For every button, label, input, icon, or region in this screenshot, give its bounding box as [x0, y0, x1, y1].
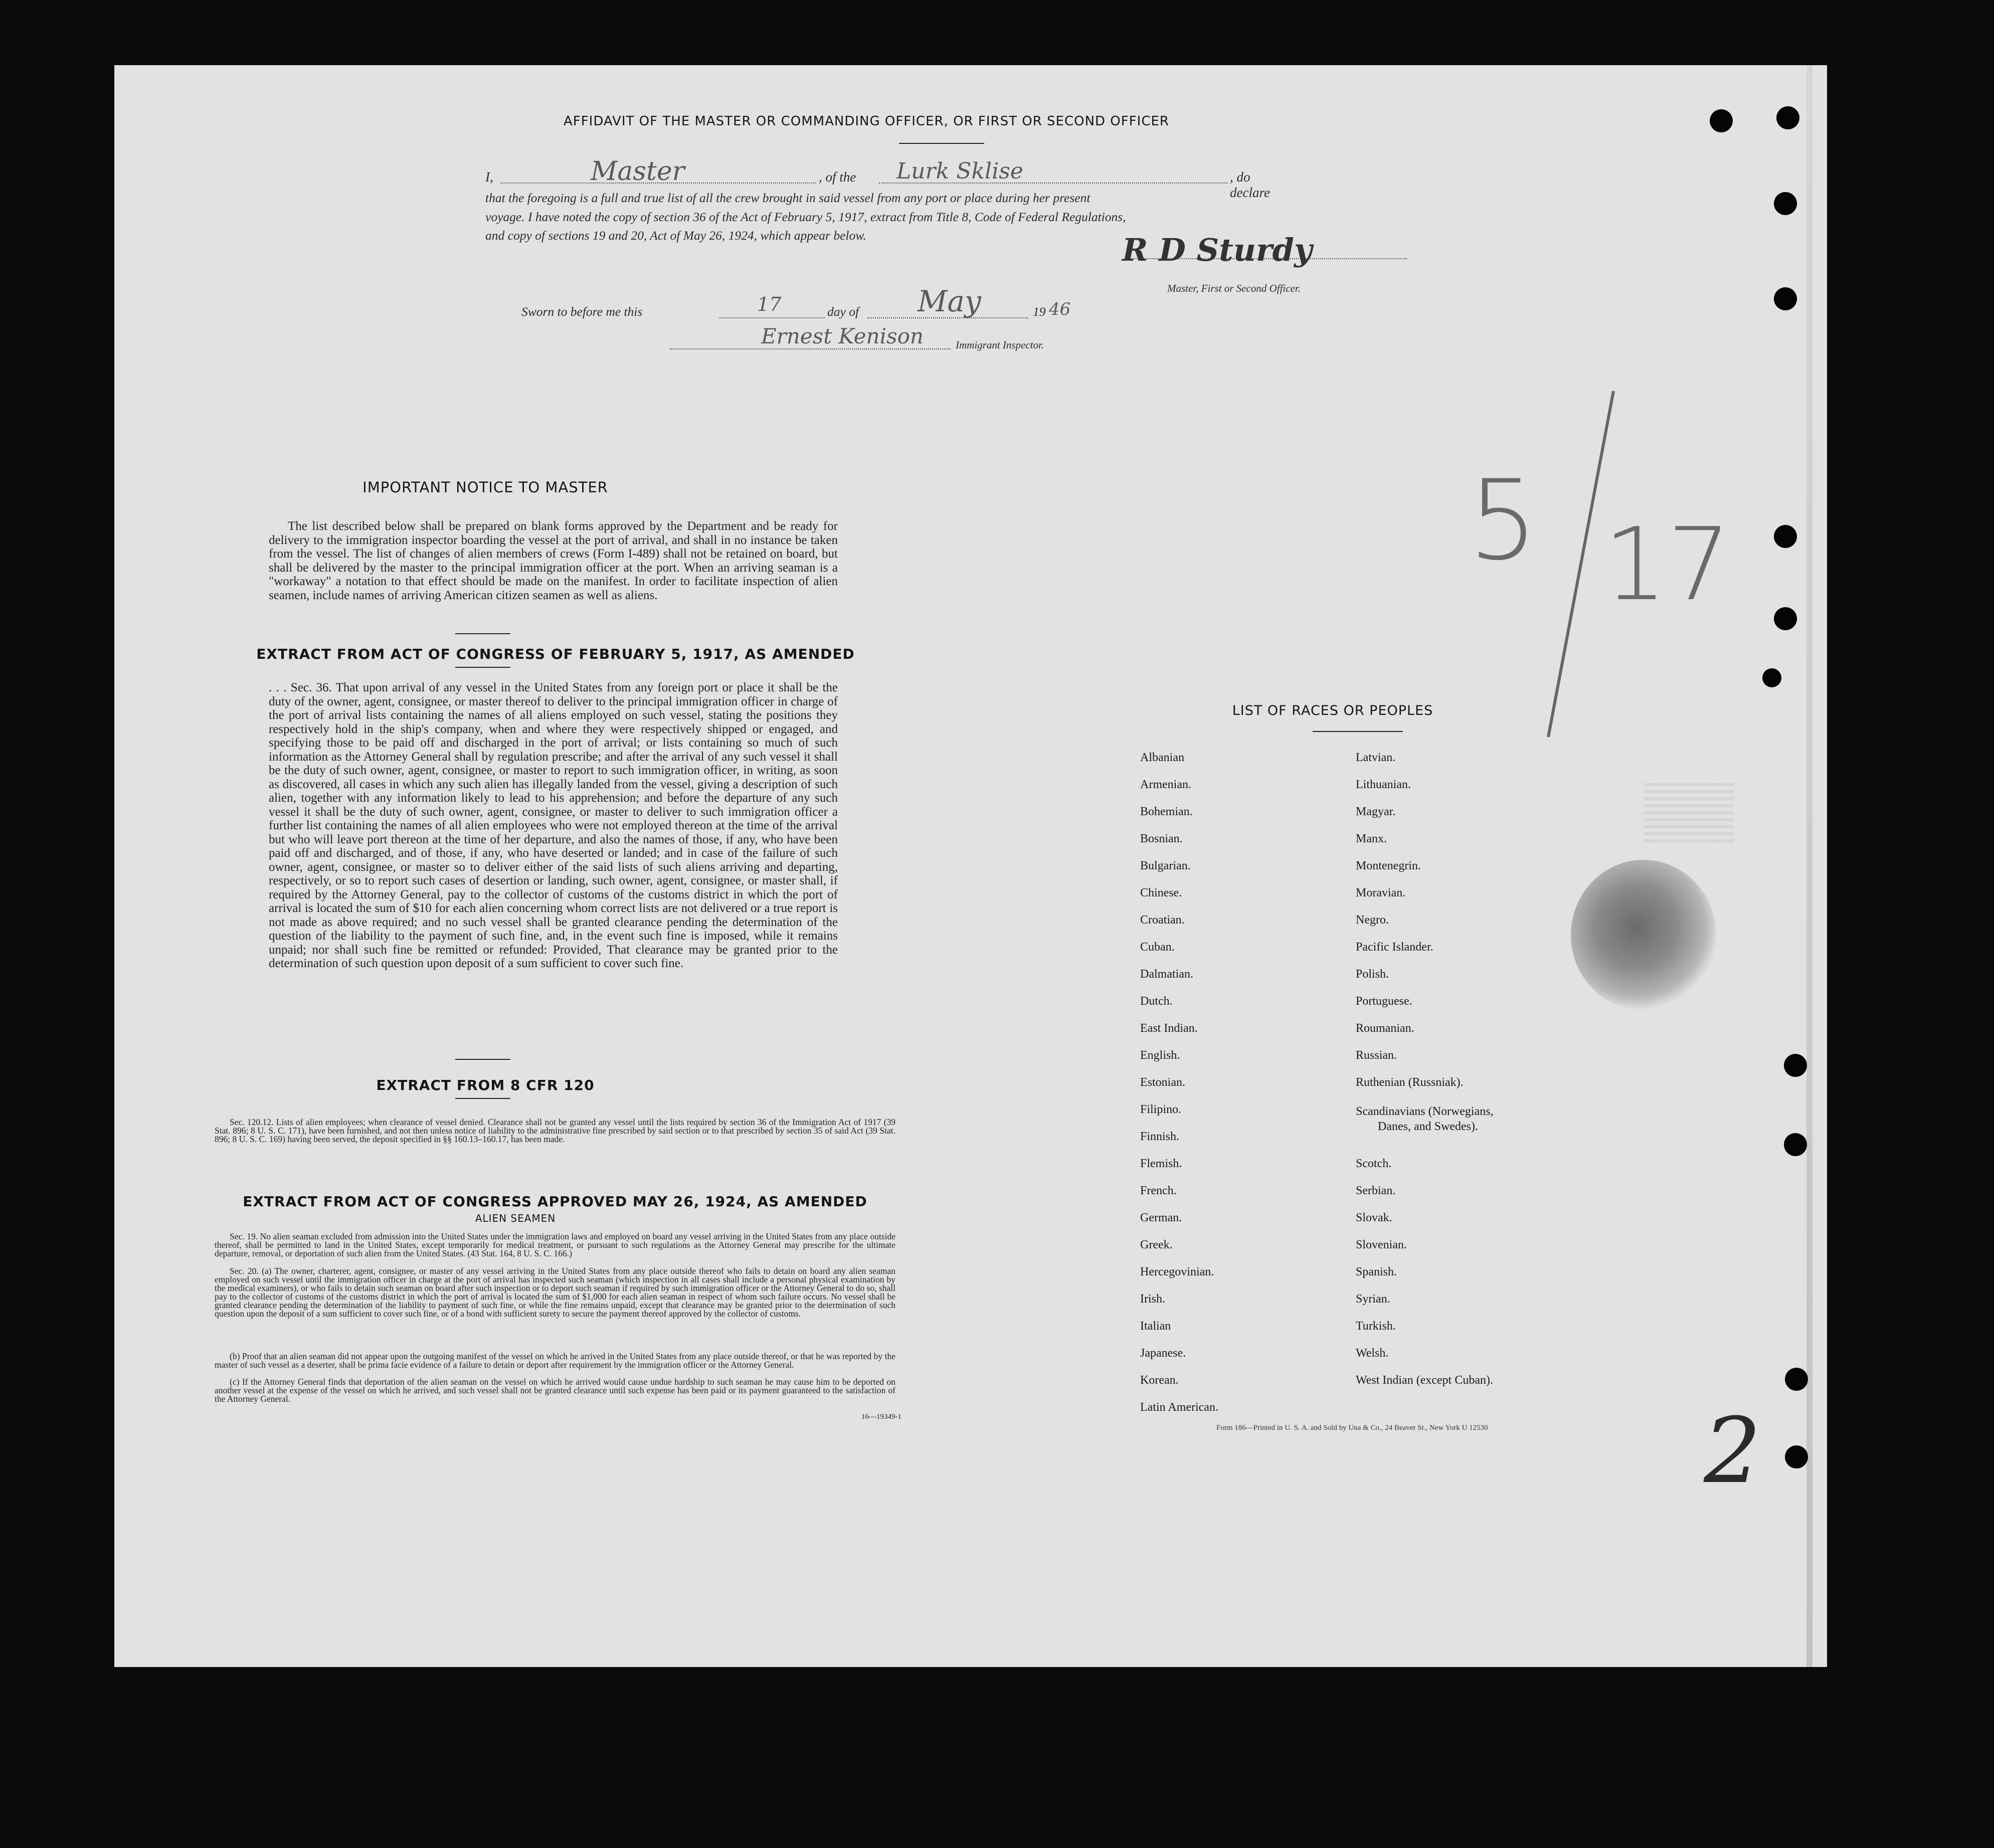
year-label: 19: [1033, 304, 1046, 319]
of-the-label: , of the: [819, 169, 856, 184]
affidavit-line-3: voyage. I have noted the copy of section 36 of the Act of February 5, 1917, extract from Title 8, Code of Federal Regulations,: [485, 210, 1126, 224]
race-item-left: Albanian: [1140, 751, 1184, 764]
name-written: Master: [591, 156, 685, 187]
race-item-left: Korean.: [1140, 1374, 1179, 1387]
punch-hole: [1774, 192, 1797, 215]
race-item-right: Pacific Islander.: [1356, 941, 1433, 954]
date-mark-17: 17: [1603, 506, 1731, 623]
right-edge-mark: [1806, 65, 1812, 1667]
extract-1924-sec20a: Sec. 20. (a) The owner, charterer, agent, consignee, or master of any vessel arriving in the United States from any place outside thereof who fails to detain on board any alien seaman employed on such vessel until the immigration officer in charge at the port of arrival has inspected such seaman (which inspection in all cases shall include a personal physical examination by the medical examiners), or who fails to detain such seaman on board after such inspection or to deport such seaman if required by such immigration officer or the Attorney General to do so, shall pay to the collector of customs of the customs district in which the port of arrival is located the sum of $1,000 for each alien seaman in respect of whom such failure occurs. No vessel shall be granted clearance pending the determination of the liability to payment of such fine, or while the fine remains unpaid, except that clearance may be granted prior to the determination of such question upon the deposit of a sum sufficient to cover such fine, or of a bond with sufficient surety to secure the payment thereof approved by the collector of customs.: [215, 1266, 895, 1319]
race-item-left: Cuban.: [1140, 941, 1175, 954]
race-item-right: Slovenian.: [1356, 1238, 1407, 1251]
race-item-right: Moravian.: [1356, 886, 1406, 899]
race-item-right: Welsh.: [1356, 1347, 1389, 1360]
race-item-right: Latvian.: [1356, 751, 1396, 764]
page-number: 2: [1704, 1399, 1761, 1504]
inspector-caption: Immigrant Inspector.: [956, 339, 1044, 351]
extract-cfr-text: Sec. 120.12. Lists of alien employees; when clearance of vessel denied. Clearance shall not be granted any vessel until the lists required by section 36 of the Immigration Act of 1917 (39 Stat. 896; 8 U. S. C. 171), have been furnished, and not then unless notice of liability to the administrative fine prescribed by said section or to that prescribed by section 35 of said Act (39 Stat. 896; 8 U. S. C. 169) having been served, the deposit specified in §§ 160.13–160.17, has been made.: [215, 1117, 895, 1144]
extract-cfr-title: EXTRACT FROM 8 CFR 120: [376, 1077, 595, 1093]
race-item-right: Magyar.: [1356, 805, 1396, 818]
master-signature: R D Sturdy: [1122, 232, 1312, 268]
extract-cfr-rule: [455, 1098, 510, 1099]
race-item-right: Serbian.: [1356, 1184, 1396, 1197]
race-item-left: Estonian.: [1140, 1076, 1185, 1089]
do-declare-label: , do declare: [1230, 169, 1270, 200]
extract-1917-title: EXTRACT FROM ACT OF CONGRESS OF FEBRUARY 5, 1917, AS AMENDED: [256, 646, 855, 662]
notice-title: IMPORTANT NOTICE TO MASTER: [362, 479, 608, 496]
month-written: May: [918, 284, 981, 318]
master-signature-caption: Master, First or Second Officer.: [1167, 282, 1301, 294]
extract-1924-sec20c: (c) If the Attorney General finds that deportation of the alien seaman on the vessel on which he arrived would cause undue hardship to such seaman he may cause him to be deported on another vessel at the expense of the vessel on which he arrived, and such vessel shall not be granted clearance until such expense has been paid or its payment guaranteed to the satisfaction of the Attorney General.: [215, 1377, 895, 1404]
notice-rule: [455, 633, 510, 634]
stamp-mark: [1571, 860, 1716, 1010]
race-item-left: English.: [1140, 1049, 1180, 1062]
sworn-label: Sworn to before me this: [521, 304, 643, 319]
race-item-left: French.: [1140, 1184, 1177, 1197]
race-item-left: Hercegovinian.: [1140, 1265, 1214, 1278]
extract-1924-title: EXTRACT FROM ACT OF CONGRESS APPROVED MAY 26, 1924, AS AMENDED: [243, 1193, 867, 1210]
day-of-label: day of: [827, 304, 859, 319]
race-item-right: Syrian.: [1356, 1292, 1390, 1306]
inspector-signature: Ernest Kenison: [761, 324, 924, 348]
race-item-right: West Indian (except Cuban).: [1356, 1374, 1493, 1387]
race-item-left: Bulgarian.: [1140, 859, 1191, 872]
extract-1917-text: . . . Sec. 36. That upon arrival of any vessel in the United States from any foreign port or place it shall be the duty of the owner, agent, consignee, or master thereof to deliver to the principal immigration officer in charge of the port of arrival lists containing the names of all aliens employed on such vessel, stating the positions they respectively hold in the ship's company, when and where they were respectively shipped or engaged, and specifying those to be paid off and discharged in the port of arrival; or lists containing so much of such information as the Attorney General shall by regulation prescribe; and after the arrival of any such vessel it shall be the duty of such owner, agent, consignee, or master to report to such immigration officer, in writing, as soon as discovered, all cases in which any such alien has illegally landed from the vessel, giving a description of such alien, together with any information likely to lead to his apprehension; and before the departure of any such vessel it shall be the duty of such owner, agent, consignee, or master to deliver to such immigration officer a further list containing the names of all alien employees who were not employed thereon at the time of the arrival but who will leave port thereon at the time of her departure, and also the names of those, if any, who have been paid off and discharged, and of those, if any, who have deserted or landed; and in case of the failure of such owner, agent, consignee, or master so to deliver either of the said lists of such aliens arriving and departing, respectively, or so to report such cases of desertion or landing, such owner, agent, consignee, or master shall, if required by the Attorney General, pay to the collector of customs of the customs district in which the port of arrival is located the sum of $10 for each alien concerning whom correct lists are not delivered or a true report is not made as above required; and no such vessel shall be granted clearance pending the determination of the question of the liability to the payment of such fine, and, in the event such fine is imposed, while it remains unpaid; nor shall such fine be remitted or refunded: Provided, That clearance may be granted prior to the determination of such question upon deposit of a sum sufficient to cover such fine.: [269, 681, 838, 970]
race-item-left: Greek.: [1140, 1238, 1173, 1251]
extract-1917-rule: [455, 667, 510, 668]
race-item-right: Scandinavians (Norwegians,: [1356, 1105, 1494, 1118]
race-item-right: Roumanian.: [1356, 1022, 1414, 1035]
extract-1924-sec20b: (b) Proof that an alien seaman did not appear upon the outgoing manifest of the vessel on which he arrived in the United States from any place outside thereof, or that he was reported by the master of such vessel as a deserter, shall be prima facie evidence of a failure to detain or deport after requirement by the immigration officer or the Attorney General.: [215, 1351, 895, 1370]
race-item-left: Japanese.: [1140, 1347, 1186, 1360]
race-item-right: Russian.: [1356, 1049, 1397, 1062]
punch-hole: [1784, 1054, 1807, 1077]
race-item-left: Italian: [1140, 1320, 1171, 1333]
race-item-left: Armenian.: [1140, 778, 1191, 791]
race-item-right: Danes, and Swedes).: [1378, 1120, 1478, 1133]
punch-hole: [1762, 668, 1781, 687]
affidavit-line-4: and copy of sections 19 and 20, Act of May 26, 1924, which appear below.: [485, 228, 866, 243]
affidavit-line-2: that the foregoing is a full and true list of all the crew brought in said vessel from any port or place during her present: [485, 191, 1091, 205]
day-written: 17: [757, 293, 782, 315]
race-item-left: Bohemian.: [1140, 805, 1193, 818]
race-item-left: Dutch.: [1140, 995, 1173, 1008]
race-item-left: German.: [1140, 1211, 1182, 1224]
race-item-right: Lithuanian.: [1356, 778, 1411, 791]
year-written: 46: [1049, 299, 1071, 319]
race-item-left: Filipino.: [1140, 1103, 1182, 1116]
extract-1917-end-rule: [455, 1059, 510, 1060]
document-page: [114, 65, 1827, 1667]
race-item-right: Spanish.: [1356, 1265, 1397, 1278]
title-rule: [899, 143, 984, 144]
race-item-left: Flemish.: [1140, 1157, 1182, 1170]
race-item-right: Ruthenian (Russniak).: [1356, 1076, 1464, 1089]
vessel-written: Lurk Sklise: [896, 158, 1023, 184]
race-item-right: Negro.: [1356, 913, 1389, 927]
race-item-left: Croatian.: [1140, 913, 1185, 927]
race-item-right: Portuguese.: [1356, 995, 1412, 1008]
race-item-left: Dalmatian.: [1140, 968, 1193, 981]
affidavit-title: AFFIDAVIT OF THE MASTER OR COMMANDING OFFICER, OR FIRST OR SECOND OFFICER: [563, 114, 1169, 129]
punch-hole: [1785, 1445, 1808, 1468]
punch-hole: [1784, 1133, 1807, 1156]
races-rule: [1313, 731, 1403, 732]
extract-1924-subtitle: ALIEN SEAMEN: [475, 1212, 556, 1224]
form-code: 16—19349-1: [861, 1413, 901, 1421]
form-footer: Form 186—Printed in U. S. A. and Sold by Una & Co., 24 Beaver St., New York U 12530: [1216, 1424, 1488, 1432]
race-item-right: Scotch.: [1356, 1157, 1392, 1170]
race-item-left: Latin American.: [1140, 1401, 1218, 1414]
race-item-right: Montenegrin.: [1356, 859, 1421, 872]
i-label: I,: [485, 169, 493, 184]
race-item-right: Turkish.: [1356, 1320, 1396, 1333]
race-item-left: East Indian.: [1140, 1022, 1198, 1035]
race-item-right: Slovak.: [1356, 1211, 1392, 1224]
punch-hole: [1710, 109, 1733, 132]
race-item-right: Manx.: [1356, 832, 1387, 845]
race-item-left: Finnish.: [1140, 1130, 1180, 1143]
faint-stamp-text: [1644, 782, 1734, 842]
races-title: LIST OF RACES OR PEOPLES: [1232, 703, 1433, 718]
date-mark-5: 5: [1468, 456, 1538, 585]
punch-hole: [1785, 1368, 1808, 1391]
race-item-left: Irish.: [1140, 1292, 1165, 1306]
race-item-left: Bosnian.: [1140, 832, 1183, 845]
race-item-left: Chinese.: [1140, 886, 1182, 899]
punch-hole: [1774, 607, 1797, 630]
punch-hole: [1774, 525, 1797, 548]
punch-hole: [1776, 106, 1799, 129]
notice-text: The list described below shall be prepared on blank forms approved by the Department and be ready for delivery to the immigration inspector boarding the vessel at the port of arrival, and shall in no instance be taken from the vessel. The list of changes of alien members of crews (Form I-489) shall not be retained on board, but shall be delivered by the master to the principal immigration officer at the port. When an arriving seaman is a "workaway" a notation to that effect should be made on the manifest. In order to facilitate inspection of alien seamen, include names of arriving American citizen seamen as well as aliens.: [269, 519, 838, 602]
extract-1924-sec19: Sec. 19. No alien seaman excluded from admission into the United States under the immigration laws and employed on board any vessel arriving in the United States from any place outside thereof, shall be permitted to land in the United States, except temporarily for medical treatment, or pursuant to such regulations as the Attorney General may prescribe for the ultimate departure, removal, or deportation of such alien from the United States. (43 Stat. 164, 8 U. S. C. 166.): [215, 1231, 895, 1258]
punch-hole: [1774, 287, 1797, 310]
race-item-right: Polish.: [1356, 968, 1389, 981]
